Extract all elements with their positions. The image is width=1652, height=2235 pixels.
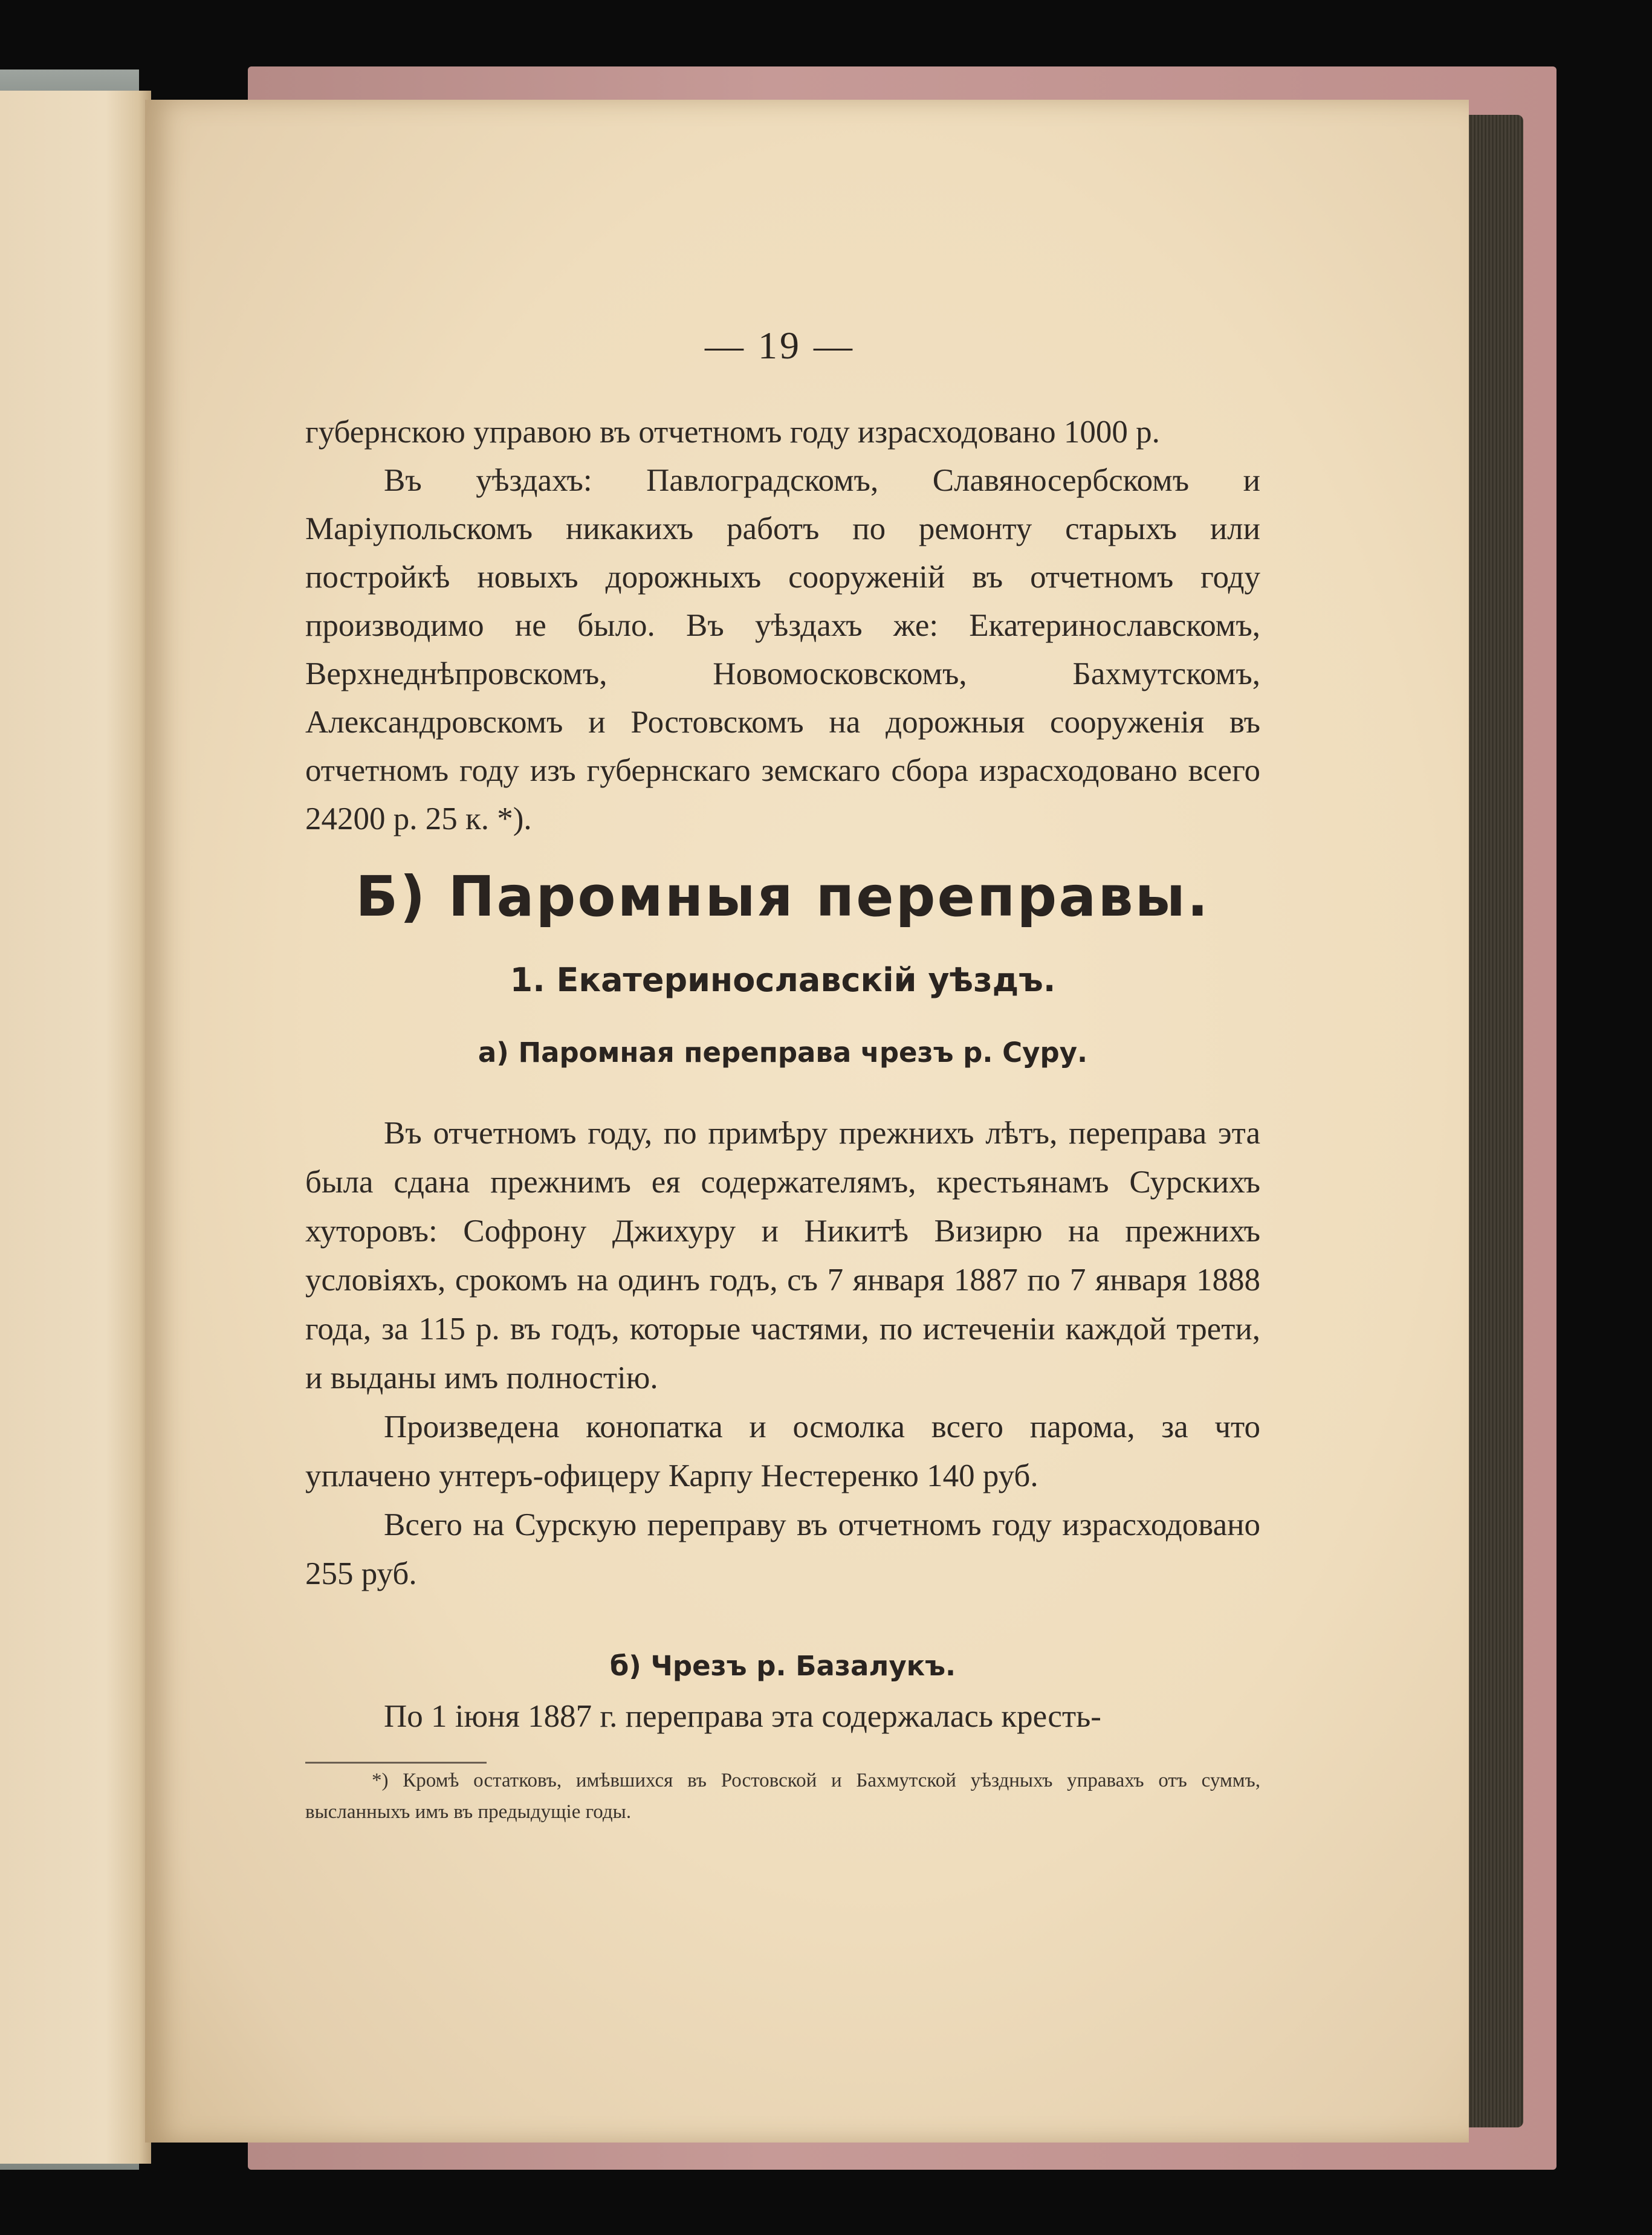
footnote: [305, 1765, 1260, 1828]
paragraph-1: губернскою управою въ отчетномъ году израсходовано 1000 р.: [305, 415, 1160, 450]
section-heading: Б) Паромныя переправы.: [355, 864, 1210, 929]
paragraph-a-3: Всего на Сурскую переправу въ отчетномъ году израсходовано 255 руб.: [305, 1507, 1260, 1591]
item-a-heading: а) Паромная переправа чрезъ р. Суру.: [478, 1037, 1088, 1069]
subsection-heading: 1. Екатеринославскій уѣздъ.: [510, 961, 1056, 999]
footnote-rule: [305, 1762, 487, 1764]
paragraph-2: Въ уѣздахъ: Павлоградскомъ, Славяносербскомъ и Маріупольскомъ никакихъ работъ по ремонту старыхъ или постройкѣ новыхъ дорожныхъ сооруженій въ отчетномъ году производимо не было. Въ уѣздахъ же: Екатеринославскомъ, Верхнеднѣпровскомъ, Новомосковскомъ, Бахмутскомъ, Александровскомъ и Ростовскомъ на дорожныя сооруженія въ отчетномъ году изъ губернскаго земскаго сбора израсходовано всего 24200 р. 25 к. *).: [305, 463, 1260, 836]
item-b-heading: б) Чрезъ р. Базалукъ.: [609, 1650, 956, 1682]
paragraph-a-1: Въ отчетномъ году, по примѣру прежнихъ лѣтъ, переправа эта была сдана прежнимъ ея содержателямъ, крестьянамъ Сурскихъ хуторовъ: Софрону Джихуру и Никитѣ Визирю на прежнихъ условіяхъ, срокомъ на одинъ годъ, съ 7 января 1887 по 7 января 1888 года, за 115 р. въ годъ, которые частями, по истеченіи каждой трети, и выданы имъ полностію.: [305, 1116, 1260, 1396]
page-number: — 19 —: [705, 324, 855, 367]
body-text-a: [305, 1109, 1260, 1599]
footnote-text: *) Кромѣ остатковъ, имѣвшихся въ Ростовской и Бахмутской уѣздныхъ управахъ отъ суммъ, высланныхъ имъ въ предыдущіе годы.: [305, 1770, 1260, 1823]
paragraph-b: По 1 іюня 1887 г. переправа эта содержалась кресть-: [384, 1699, 1101, 1734]
previous-page-edge: [0, 91, 151, 2164]
paragraph-a-2: Произведена конопатка и осмолка всего парома, за что уплачено унтеръ-офицеру Карпу Нестеренко 140 руб.: [305, 1409, 1260, 1493]
body-text-top: [305, 408, 1260, 843]
